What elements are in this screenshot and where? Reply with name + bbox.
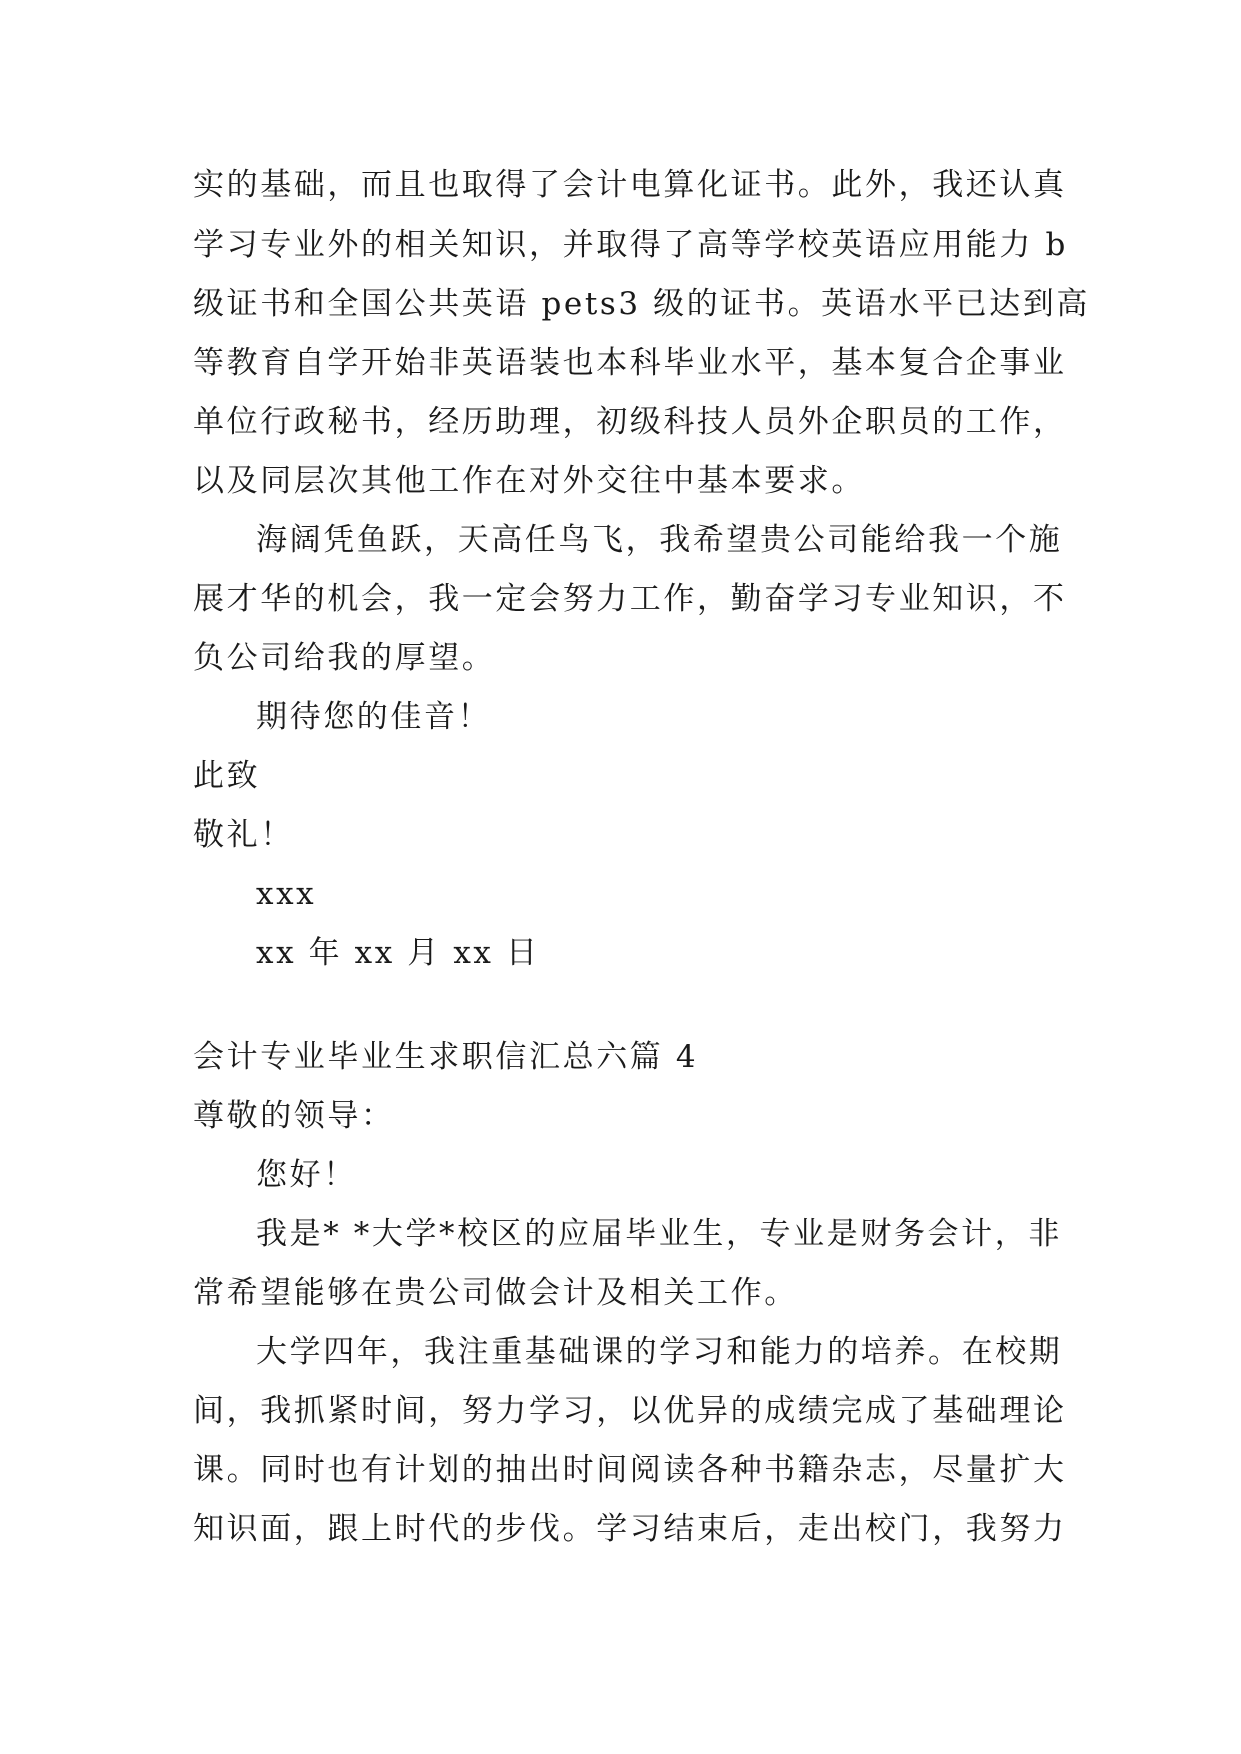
body-line: 级证书和全国公共英语 pets3 级的证书。英语水平已达到高: [193, 286, 1090, 322]
greeting: 您好！: [256, 1157, 357, 1193]
body-line: 实的基础，而且也取得了会计电算化证书。此外，我还认真: [193, 167, 1067, 203]
body-line: 展才华的机会，我一定会努力工作，勤奋学习专业知识，不: [193, 581, 1067, 617]
body-line: 常希望能够在贵公司做会计及相关工作。: [193, 1275, 798, 1311]
body-line: 单位行政秘书，经历助理，初级科技人员外企职员的工作，: [193, 404, 1067, 440]
body-line: 知识面，跟上时代的步伐。学习结束后，走出校门，我努力: [193, 1511, 1067, 1547]
body-line: 海阔凭鱼跃，天高任鸟飞，我希望贵公司能给我一个施: [256, 522, 1063, 558]
body-line: 负公司给我的厚望。: [193, 640, 496, 676]
closing-wish: 期待您的佳音！: [256, 699, 492, 735]
letter-date: xx 年 xx 月 xx 日: [256, 935, 540, 971]
section-title: 会计专业毕业生求职信汇总六篇 4: [193, 1039, 699, 1075]
body-line: 等教育自学开始非英语装也本科毕业水平，基本复合企事业: [193, 345, 1067, 381]
body-line: 以及同层次其他工作在对外交往中基本要求。: [193, 463, 865, 499]
body-line: 学习专业外的相关知识，并取得了高等学校英语应用能力 b: [193, 227, 1068, 263]
closing-cizhi: 此致: [193, 758, 261, 794]
closing-jingli: 敬礼！: [193, 817, 294, 853]
salutation: 尊敬的领导：: [193, 1098, 395, 1134]
body-line: 间，我抓紧时间，努力学习，以优异的成绩完成了基础理论: [193, 1393, 1067, 1429]
body-line: 大学四年，我注重基础课的学习和能力的培养。在校期: [256, 1334, 1063, 1370]
signature: xxx: [256, 876, 317, 912]
body-line: 我是* *大学*校区的应届毕业生，专业是财务会计，非: [256, 1216, 1062, 1252]
body-line: 课。同时也有计划的抽出时间阅读各种书籍杂志，尽量扩大: [193, 1452, 1067, 1488]
